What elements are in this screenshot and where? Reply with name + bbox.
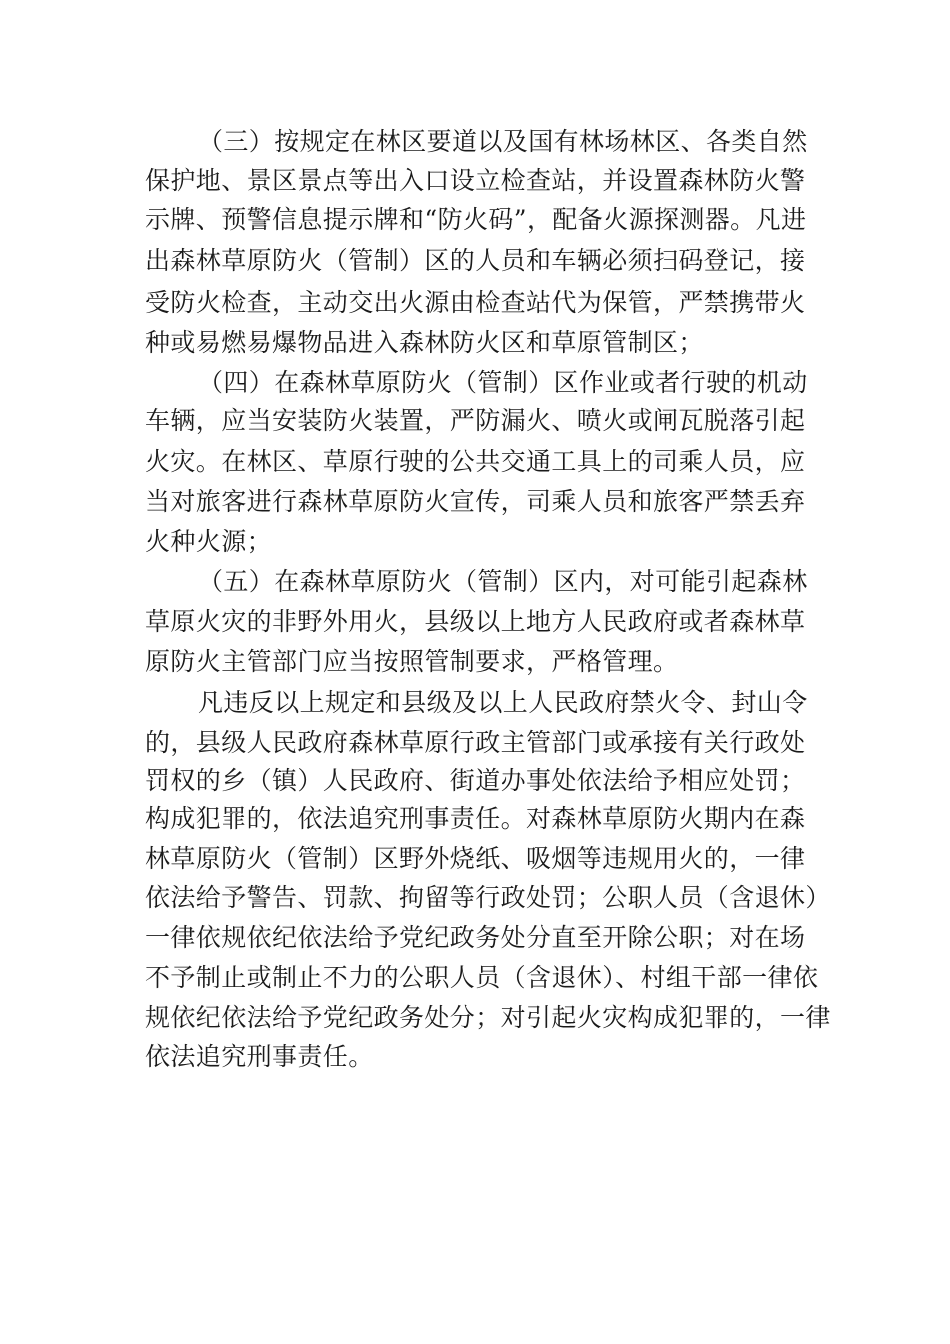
- paragraph-5-line-2: 草原火灾的非野外用火，县级以上地方人民政府或者森林草: [145, 607, 806, 636]
- paragraph-3-line-1: （三）按规定在林区要道以及国有林场林区、各类自然: [198, 127, 808, 156]
- paragraph-6-line-3: 罚权的乡（镇）人民政府、街道办事处依法给予相应处罚；: [145, 766, 806, 795]
- paragraph-4-line-5: 火种火源；: [145, 527, 273, 556]
- paragraph-4-line-1: （四）在森林草原防火（管制）区作业或者行驶的机动: [198, 368, 808, 397]
- paragraph-6-line-10: 依法追究刑事责任。: [145, 1042, 374, 1071]
- paragraph-3-line-5: 受防火检查，主动交出火源由检查站代为保管，严禁携带火: [145, 288, 806, 317]
- paragraph-5-line-1: （五）在森林草原防火（管制）区内，对可能引起森林: [198, 567, 808, 596]
- paragraph-4-line-2: 车辆，应当安装防火装置，严防漏火、喷火或闸瓦脱落引起: [145, 406, 806, 435]
- paragraph-6-line-6: 依法给予警告、罚款、拘留等行政处罚；公职人员（含退休）: [145, 883, 831, 912]
- paragraph-3-line-6: 种或易燃易爆物品进入森林防火区和草原管制区；: [145, 328, 704, 357]
- paragraph-6-line-1: 凡违反以上规定和县级及以上人民政府禁火令、封山令: [198, 688, 808, 717]
- paragraph-4-line-3: 火灾。在林区、草原行驶的公共交通工具上的司乘人员，应: [145, 447, 806, 476]
- paragraph-6-line-5: 林草原防火（管制）区野外烧纸、吸烟等违规用火的，一律: [145, 844, 806, 873]
- paragraph-3-line-4: 出森林草原防火（管制）区的人员和车辆必须扫码登记，接: [145, 246, 806, 275]
- paragraph-6-line-4: 构成犯罪的，依法追究刑事责任。对森林草原防火期内在森: [145, 804, 806, 833]
- paragraph-4-line-4: 当对旅客进行森林草原防火宣传，司乘人员和旅客严禁丢弃: [145, 487, 806, 516]
- paragraph-6-line-9: 规依纪依法给予党纪政务处分；对引起火灾构成犯罪的，一律: [145, 1003, 831, 1032]
- paragraph-3-line-3: 示牌、预警信息提示牌和“防火码”，配备火源探测器。凡进: [145, 205, 807, 234]
- paragraph-3-line-2: 保护地、景区景点等出入口设立检查站，并设置森林防火警: [145, 166, 806, 195]
- paragraph-6-line-8: 不予制止或制止不力的公职人员（含退休）、村组干部一律依: [145, 963, 819, 992]
- paragraph-5-line-3: 原防火主管部门应当按照管制要求，严格管理。: [145, 647, 679, 676]
- paragraph-6-line-7: 一律依规依纪依法给予党纪政务处分直至开除公职；对在场: [145, 923, 806, 952]
- paragraph-6-line-2: 的，县级人民政府森林草原行政主管部门或承接有关行政处: [145, 728, 806, 757]
